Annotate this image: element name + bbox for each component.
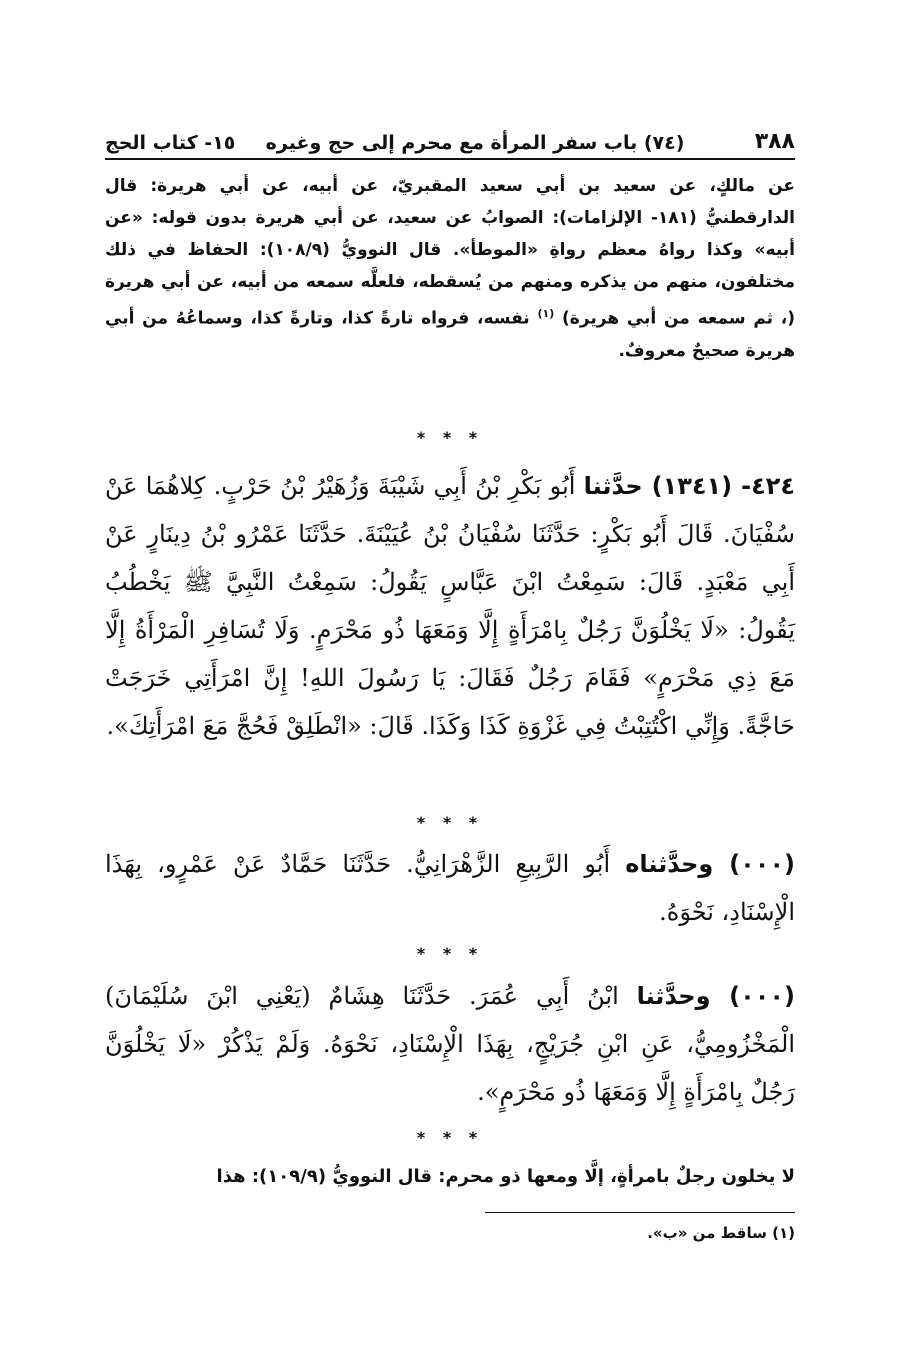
commentary-text-2: نفسه، فرواه تارةً كذا، وتارةً كذا، وسماعُهُ من أبي هريرة صحيحٌ معروفٌ. xyxy=(105,308,795,361)
footnote xyxy=(485,1220,795,1246)
hadith-1-text: أَبُو بَكْرِ بْنُ أَبِي شَيْبَةَ وَزُهَيْرُ بْنُ حَرْبٍ. كِلاهُمَا عَنْ سُفْيَانَ. قَالَ أَبُو بَكْرٍ: حَدَّثَنَا سُفْيَانُ بْنُ عُيَيْنَةَ. حَدَّثَنَا عَمْرُو بْنُ دِينَارٍ عَنْ أَبِي مَعْبَدٍ. قَالَ: سَمِعْتُ ابْنَ عَبَّاسٍ يَقُولُ: سَمِعْتُ النَّبِيَّ ﷺ يَخْطُبُ يَقُولُ: «لَا يَخْلُوَنَّ رَجُلٌ بِامْرَأَةٍ إِلَّا وَمَعَهَا ذُو مَحْرَمٍ. وَلَا تُسَافِرِ الْمَرْأَةُ إِلَّا مَعَ ذِي مَحْرَمٍ» فَقَامَ رَجُلٌ فَقَالَ: يَا رَسُولَ اللهِ! إِنَّ امْرَأَتِي خَرَجَتْ حَاجَّةً. وَإِنِّي اكْتُتِبْتُ فِي غَزْوَةِ كَذَا وَكَذَا. قَالَ: «انْطَلِقْ فَحُجَّ مَعَ امْرَأَتِكَ». xyxy=(105,472,795,740)
footnote-text: ساقط من «ب». xyxy=(647,1224,767,1242)
page-number: ٣٨٨ xyxy=(754,129,795,154)
hadith-1 xyxy=(105,462,795,750)
header-rule xyxy=(105,158,795,160)
hadith-3 xyxy=(105,972,795,1116)
separator-1: * * * xyxy=(416,428,484,447)
hadith-2-text: أَبُو الرَّبِيعِ الزَّهْرَانِيُّ. حَدَّثَنَا حَمَّادٌ عَنْ عَمْرٍو، بِهَذَا الْإِسْنَادِ، نَحْوَهُ. xyxy=(105,850,795,926)
chapter-title: (٧٤) باب سفر المرأة مع محرم إلى حج وغيره xyxy=(265,132,685,154)
hadith-3-text: ابْنُ أَبِي عُمَرَ. حَدَّثَنَا هِشَامٌ (يَعْنِي ابْنَ سُلَيْمَانَ) الْمَخْزُومِيُّ، عَنِ ابْنِ جُرَيْجٍ، بِهَذَا الْإِسْنَادِ، نَحْوَهُ. وَلَمْ يَذْكُرْ «لَا يَخْلُوَنَّ رَجُلٌ بِامْرَأَةٍ إِلَّا وَمَعَهَا ذُو مَحْرَمٍ». xyxy=(105,982,795,1106)
footnote-ref: (١) xyxy=(537,307,555,320)
footnote-rule xyxy=(485,1212,795,1213)
commentary-bottom: لا يخلون رجلٌ بامرأةٍ، إلَّا ومعها ذو محرم: قال النوويُّ (١٠٩/٩): هذا xyxy=(216,1166,795,1187)
commentary-top xyxy=(105,170,795,367)
commentary-text-1: عن مالكٍ، عن سعيد بن أبي سعيد المقبريّ، عن أبيه، عن أبي هريرة: قال الدارقطنيُّ (١٨١- الإلزامات): الصوابُ عن سعيد، عن أبي هريرة بدون قوله: «عن أبيه» وكذا رواهُ معظم رواةِ «الموطأ». قال النوويُّ (١٠٨/٩): الحفاظ في ذلك مختلفون، منهم من يذكره ومنهم من يُسقطه، فلعلَّه سمعه من أبيه، عن أبي هريرة (، ثم سمعه من أبي هريرة) xyxy=(105,176,796,329)
footnote-number: (١) xyxy=(772,1224,795,1242)
separator-2: * * * xyxy=(416,813,484,832)
hadith-1-number: ٤٢٤- (١٣٤١) حدَّثنا xyxy=(583,472,796,500)
hadith-2-number: (٠٠٠) وحدَّثناه xyxy=(625,850,796,878)
separator-3: * * * xyxy=(416,944,484,963)
running-header xyxy=(105,118,795,154)
hadith-3-number: (٠٠٠) وحدَّثنا xyxy=(636,982,795,1010)
book-title: ١٥- كتاب الحج xyxy=(105,132,236,154)
separator-4: * * * xyxy=(416,1128,484,1147)
hadith-2 xyxy=(105,840,795,936)
